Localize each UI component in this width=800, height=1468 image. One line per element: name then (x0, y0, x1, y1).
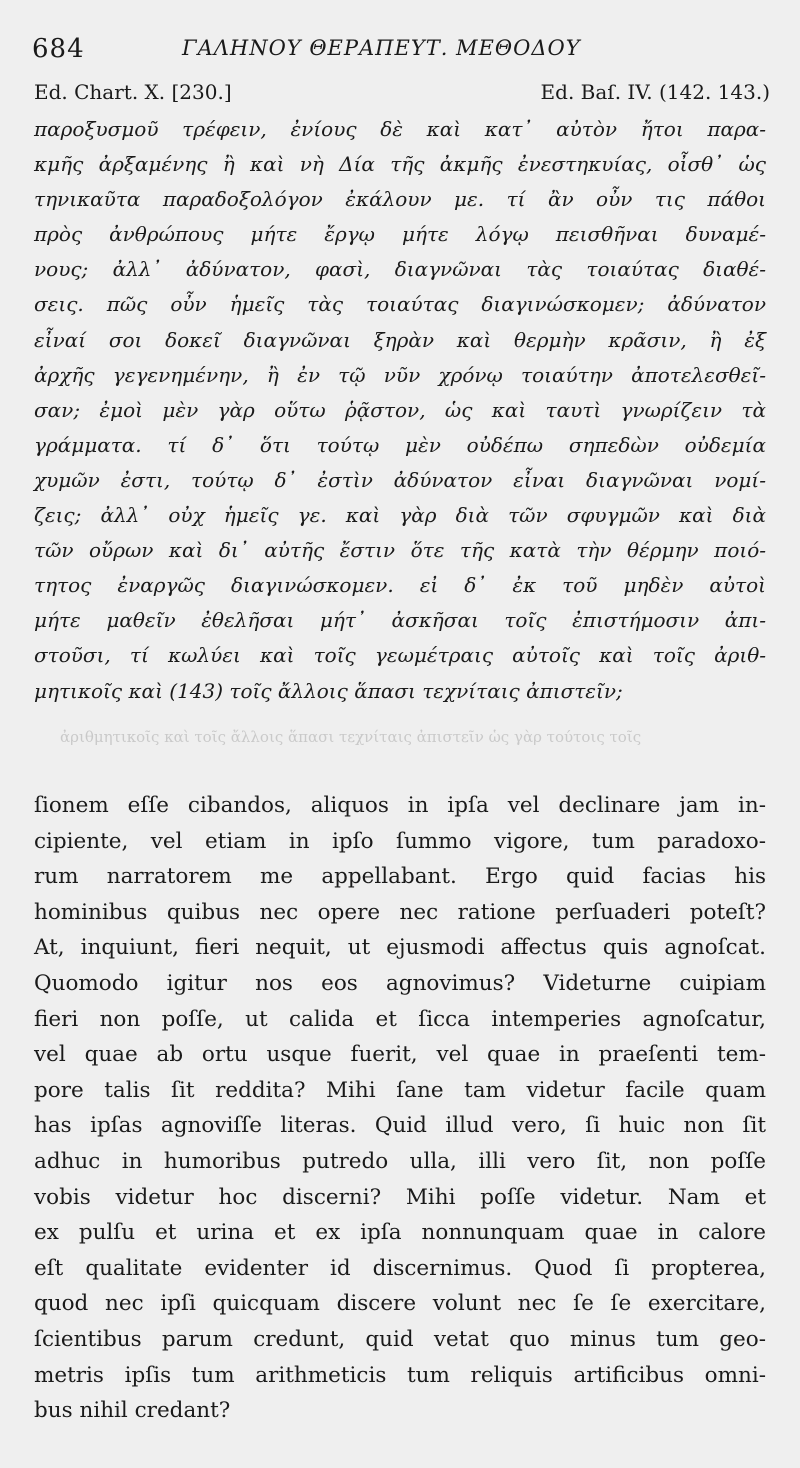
page-header (32, 30, 772, 70)
latin-text-line: ſcientibus parum credunt, quid vetat quo minus tum geo- (34, 1326, 766, 1352)
greek-text-line: εἶναί σοι δοκεῖ διαγνῶναι ξηρὰν καὶ θερμὴν κρᾶσιν, ἢ ἐξ (34, 327, 766, 352)
greek-text-line: στοῦσι, τί κωλύει καὶ τοῖς γεωμέτραις αὐτοῖς καὶ τοῖς ἀριθ- (34, 643, 766, 668)
greek-text-line: νους; ἀλλ᾽ ἀδύνατον, φασὶ, διαγνῶναι τὰς τοιαύτας διαθέ- (34, 257, 766, 282)
latin-text-line: ex pulſu et urina et ex ipſa nonnunquam quae in calore (34, 1220, 766, 1246)
greek-text-line: παροξυσμοῦ τρέφειν, ἐνίους δὲ καὶ κατ᾽ αὐτὸν ἤτοι παρα- (34, 117, 766, 141)
latin-text-line: fieri non poſſe, ut calida et ſicca intemperies agnoſcatur, (34, 1006, 766, 1032)
latin-text-line: bus nihil credant? (34, 1398, 231, 1424)
edition-basel: Ed. Baſ. IV. (142. 143.) (540, 80, 770, 104)
latin-text-line: hominibus quibus nec opere nec ratione perſuaderi poteſt? (34, 899, 766, 925)
greek-text-line: σαν; ἐμοὶ μὲν γὰρ οὕτω ῥᾷστον, ὡς καὶ ταυτὶ γνωρίζειν τὰ (34, 397, 766, 422)
latin-text-line: vel quae ab ortu usque fuerit, vel quae in praeſenti tem- (34, 1042, 766, 1068)
edition-reference-line (34, 80, 770, 110)
greek-text-line: ἀρχῆς γεγενημένην, ἢ ἐν τῷ νῦν χρόνῳ τοιαύτην ἀποτελεσθεῖ- (34, 362, 766, 387)
running-title: ΓΑΛΗΝΟΥ ΘΕΡΑΠΕΥΤ. ΜΕΘΟΔΟΥ (182, 36, 581, 60)
greek-text-line: πρὸς ἀνθρώπους μήτε ἔργῳ μήτε λόγῳ πεισθῆναι δυναμέ- (34, 222, 766, 247)
bleed-through-text: ἀριθμητικοῖς καὶ τοῖς ἄλλοις ἅπασι τεχνίταις ἀπιστεῖν ὡς γὰρ τούτοις τοῖς (60, 728, 642, 746)
greek-text-line: ζεις; ἀλλ᾽ οὐχ ἡμεῖς γε. καὶ γὰρ διὰ τῶν σφυγμῶν καὶ διὰ (34, 503, 766, 528)
greek-text-line: μήτε μαθεῖν ἐθελῆσαι μήτ᾽ ἀσκῆσαι τοῖς ἐπιστήμοσιν ἀπι- (34, 608, 766, 633)
greek-text-line: τηνικαῦτα παραδοξολόγον ἐκάλουν με. τί ἂν οὖν τις πάθοι (34, 187, 766, 212)
latin-text-line: vobis videtur hoc discerni? Mihi poſſe videtur. Nam et (34, 1184, 766, 1210)
latin-text-line: cipiente, vel etiam in ipſo ſummo vigore, tum paradoxo- (34, 828, 766, 854)
latin-text-line: At, inquiunt, fieri nequit, ut ejusmodi affectus quis agnoſcat. (34, 935, 766, 961)
latin-text-line: metris ipſis tum arithmeticis tum reliquis artificibus omni- (34, 1362, 766, 1388)
edition-chartier: Ed. Chart. X. [230.] (34, 80, 232, 104)
latin-text-line: ſionem eſſe cibandos, aliquos in ipſa vel declinare jam in- (34, 793, 766, 818)
latin-text-block (34, 788, 766, 1429)
latin-text-line: pore talis ſit reddita? Mihi ſane tam videtur facile quam (34, 1077, 766, 1103)
latin-text-line: has ipſas agnoviſſe literas. Quid illud vero, ſi huic non ſit (34, 1113, 766, 1139)
greek-text-line: κμῆς ἀρξαμένης ἢ καὶ νὴ Δία τῆς ἀκμῆς ἐνεστηκυίας, οἶσθ᾽ ὡς (34, 152, 766, 177)
latin-text-line: eſt qualitate evidenter id discernimus. Quod ſi propterea, (34, 1255, 766, 1281)
page-number: 684 (32, 34, 85, 64)
greek-text-line: τητος ἐναργῶς διαγινώσκομεν. εἰ δ᾽ ἐκ τοῦ μηδὲν αὐτοὶ (34, 573, 766, 598)
latin-text-line: quod nec ipſi quicquam discere volunt nec ſe ſe exercitare, (34, 1291, 766, 1317)
greek-text-line: χυμῶν ἐστι, τούτῳ δ᾽ ἐστὶν ἀδύνατον εἶναι διαγνῶναι νομί- (34, 467, 766, 492)
greek-text-line: σεις. πῶς οὖν ἡμεῖς τὰς τοιαύτας διαγινώσκομεν; ἀδύνατον (34, 292, 766, 317)
greek-text-line: μητικοῖς καὶ (143) τοῖς ἄλλοις ἅπασι τεχνίταις ἀπιστεῖν; (34, 678, 623, 703)
latin-text-line: rum narratorem me appellabant. Ergo quid facias his (34, 864, 766, 890)
greek-text-block (34, 112, 766, 709)
latin-text-line: Quomodo igitur nos eos agnovimus? Videturne cuipiam (34, 970, 766, 996)
greek-text-line: γράμματα. τί δ᾽ ὅτι τούτῳ μὲν οὐδέπω σηπεδὼν οὐδεμία (34, 432, 766, 457)
greek-text-line: τῶν οὔρων καὶ δι᾽ αὐτῆς ἔστιν ὅτε τῆς κατὰ τὴν θέρμην ποιό- (34, 538, 766, 563)
latin-text-line: adhuc in humoribus putredo ulla, illi vero ſit, non poſſe (34, 1148, 766, 1174)
